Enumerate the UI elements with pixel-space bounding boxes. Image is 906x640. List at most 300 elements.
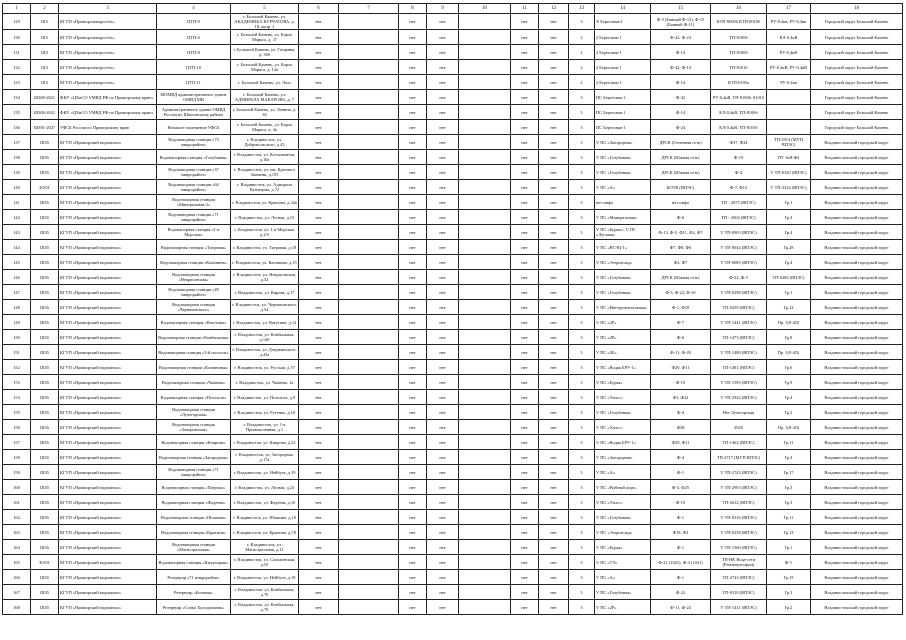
table-cell-col-7 [339, 180, 399, 195]
table-cell-col-16: ТП-8101б [711, 60, 767, 75]
table-cell-col-5: г. Большой Камень, ул. Карла Маркса, д. 4а [231, 120, 299, 135]
table-cell-col-12: нет [539, 480, 569, 495]
table-cell-col-7 [339, 150, 399, 165]
table-cell-col-17: Пр. 1(0-4Л) [767, 420, 811, 435]
table-cell-col-15: Ф-24 [651, 120, 711, 135]
table-cell-col-7 [339, 480, 399, 495]
table-cell-col-1: 140 [3, 180, 31, 195]
table-cell-col-2: ШЗ00-2021 [31, 105, 59, 120]
table-cell-col-12: нет [539, 75, 569, 90]
table-cell-col-2: ШЗ5 [31, 195, 59, 210]
table-cell-col-2: ШЗ5 [31, 435, 59, 450]
table-cell-col-5: г. Владивосток, ул. Лесная, д.23 [231, 480, 299, 495]
table-cell-col-5: г. Владивосток, ул. 1-я Промышленная, д.1 [231, 420, 299, 435]
table-cell-col-15: Ф-42, Ф-24 [651, 30, 711, 45]
table-row [3, 195, 903, 210]
table-cell-col-10 [459, 405, 511, 420]
table-cell-col-14: V ПС «Бурые», V ПС «Луговая» [595, 225, 651, 240]
table-cell-col-1: 136 [3, 120, 31, 135]
table-cell-col-6: нет [299, 435, 339, 450]
table-cell-col-3: КГУП «Приморэлектросеть» [59, 75, 157, 90]
table-cell-col-4: Водонапорная станция «Клиничная» [157, 360, 231, 375]
table-cell-col-16: V ТП-2922 (ВПЭС) [711, 390, 767, 405]
table-cell-col-9: нет [427, 330, 459, 345]
table-cell-col-14: Х Береговая-2 [595, 14, 651, 30]
table-cell-col-10 [459, 270, 511, 285]
table-cell-col-17: Гр.11 [767, 510, 811, 525]
table-cell-col-18: Владивостокский городской округ [811, 315, 903, 330]
table-cell-col-10 [459, 60, 511, 75]
table-cell-col-8: нет [399, 255, 427, 270]
table-cell-col-7 [339, 270, 399, 285]
table-cell-col-4: Водонапорная станция «3-й поселок» [157, 345, 231, 360]
column-number-3: 3 [59, 4, 157, 14]
table-cell-col-12: нет [539, 525, 569, 540]
table-cell-col-10 [459, 480, 511, 495]
table-cell-col-13: 3 [569, 465, 595, 480]
table-cell-col-15: ДРСК (Южная сеть) [651, 165, 711, 180]
table-cell-col-7 [339, 30, 399, 45]
table-cell-col-8: нет [399, 555, 427, 570]
table-cell-col-1: 147 [3, 285, 31, 300]
table-cell-col-10 [459, 495, 511, 510]
table-cell-col-15: Ф-42 [651, 90, 711, 105]
table-cell-col-17: Пр. 1(0-4Л) [767, 345, 811, 360]
table-cell-col-11: нет [511, 120, 539, 135]
document-sheet [2, 3, 902, 615]
table-cell-col-7 [339, 105, 399, 120]
table-cell-col-16: ТП - 2504 (ВПЭС) [711, 210, 767, 225]
table-cell-col-6: нет [299, 570, 339, 585]
table-cell-col-16: ТП-8100б [711, 45, 767, 60]
table-cell-col-16: V ТП-2903 (ВПЭС) [711, 480, 767, 495]
table-row [3, 435, 903, 450]
table-cell-col-17: Гр.4 [767, 225, 811, 240]
table-cell-col-11: нет [511, 165, 539, 180]
table-cell-col-18: Владивостокский городской округ [811, 330, 903, 345]
table-cell-col-18: Городской округ Большой Камень [811, 75, 903, 90]
table-cell-col-6: нет [299, 165, 339, 180]
table-cell-col-9: нет [427, 300, 459, 315]
table-cell-col-10 [459, 360, 511, 375]
table-cell-col-13: 3 [569, 495, 595, 510]
table-cell-col-18: Городской округ Большой Камень [811, 105, 903, 120]
table-cell-col-9: нет [427, 345, 459, 360]
table-cell-col-10 [459, 90, 511, 105]
table-cell-col-13: 3 [569, 570, 595, 585]
table-cell-col-5: г. Владивосток, ул. Ковбыльная, д.14б [231, 330, 299, 345]
table-cell-col-13: 3 [569, 510, 595, 525]
table-cell-col-12: нет [539, 315, 569, 330]
table-cell-col-6: нет [299, 150, 339, 165]
table-cell-col-17 [767, 120, 811, 135]
table-cell-col-5: г. Большой Камень, ул. Ленина, д. 30 [231, 105, 299, 120]
table-cell-col-11: нет [511, 90, 539, 105]
table-cell-col-18: Владивостокский городской округ [811, 450, 903, 465]
table-cell-col-6: нет [299, 555, 339, 570]
table-cell-col-5: г. Большой Камень, ул. Гагарина, д. 30б [231, 45, 299, 60]
table-cell-col-18: Городской округ Большой Камень [811, 45, 903, 60]
table-cell-col-5: г. Владивосток, ул. Фадеева, д.10 [231, 495, 299, 510]
table-cell-col-4: Водонапорная станция «Минеральная-2» [157, 195, 231, 210]
table-cell-col-18: Городской округ Большой Камень [811, 60, 903, 75]
table-cell-col-16: V ТП-1480 (ВПЭС) [711, 345, 767, 360]
table-cell-col-5: г. Большой Камень, ул. АДМИРАЛА МАКАРОВА, д. 7 [231, 90, 299, 105]
table-cell-col-16: ТП-0259 (ВПЭС) [711, 300, 767, 315]
table-cell-col-11: нет [511, 540, 539, 555]
table-cell-col-11: нет [511, 30, 539, 45]
table-cell-col-13: 3 [569, 90, 595, 105]
table-cell-col-7 [339, 240, 399, 255]
table-cell-col-12: нет [539, 555, 569, 570]
table-cell-col-5: г. Владивосток, ул. Тигровая, д.18 [231, 240, 299, 255]
table-cell-col-7 [339, 195, 399, 210]
table-cell-col-6: нет [299, 375, 339, 390]
table-cell-col-6: нет [299, 285, 339, 300]
table-cell-col-18: Владивостокский городской округ [811, 360, 903, 375]
table-cell-col-18: Владивостокский городской округ [811, 405, 903, 420]
table-cell-col-1: 142 [3, 210, 31, 225]
table-cell-col-6: нет [299, 465, 339, 480]
table-cell-col-16: Нет Лучегорская [711, 405, 767, 420]
table-cell-col-1: 138 [3, 150, 31, 165]
table-cell-col-11: нет [511, 465, 539, 480]
table-cell-col-14: V ПС «Голубиная» [595, 405, 651, 420]
table-cell-col-13: 2 [569, 60, 595, 75]
table-cell-col-13: 3 [569, 480, 595, 495]
column-number-13: 13 [569, 4, 595, 14]
table-cell-col-9: нет [427, 465, 459, 480]
table-cell-col-7 [339, 45, 399, 60]
table-cell-col-10 [459, 105, 511, 120]
table-cell-col-10 [459, 195, 511, 210]
table-cell-col-1: 154 [3, 390, 31, 405]
table-cell-col-6: нет [299, 225, 339, 240]
table-cell-col-13: 3 [569, 195, 595, 210]
table-cell-col-16: Ф-7, Ф12 [711, 180, 767, 195]
table-cell-col-6: нет [299, 315, 339, 330]
table-cell-col-14: V ПС «ТЭ» [595, 555, 651, 570]
table-cell-col-14: ПС Береговая-1 [595, 90, 651, 105]
table-cell-col-3: КГУП «Приморский водоканал» [59, 450, 157, 465]
table-cell-col-11: нет [511, 105, 539, 120]
table-cell-col-11: нет [511, 285, 539, 300]
table-row [3, 465, 903, 480]
table-cell-col-3: КГУП «Приморский водоканал» [59, 375, 157, 390]
table-cell-col-6: нет [299, 300, 339, 315]
table-cell-col-18: Владивостокский городской округ [811, 375, 903, 390]
table-cell-col-9: нет [427, 510, 459, 525]
table-row [3, 180, 903, 195]
table-cell-col-5: г. Владивосток, ул. Русская, д.57 [231, 360, 299, 375]
table-cell-col-8: нет [399, 390, 427, 405]
table-cell-col-4: Резервуар «71 микрорайон» [157, 570, 231, 585]
table-cell-col-5: г. Владивосток, ул. Рутенко, д.10 [231, 405, 299, 420]
table-cell-col-15: Ф38 [651, 420, 711, 435]
table-cell-col-11: нет [511, 60, 539, 75]
table-cell-col-18: Владивостокский городской округ [811, 480, 903, 495]
table-cell-col-3: КГУП «Приморский водоканал» [59, 210, 157, 225]
table-cell-col-17: Гр.11 [767, 435, 811, 450]
table-cell-col-14: ПС Береговая-1 [595, 120, 651, 135]
table-cell-col-8: нет [399, 270, 427, 285]
table-cell-col-2: ШЗ5 [31, 270, 59, 285]
table-cell-col-10 [459, 570, 511, 585]
table-cell-col-8: нет [399, 600, 427, 615]
table-cell-col-4: Водонапорная станция «Лучегорская» [157, 405, 231, 420]
table-cell-col-16: КЛ-0,4кВ, ТП-8100б [711, 105, 767, 120]
table-cell-col-17: Гр.1 [767, 540, 811, 555]
table-cell-col-18: Владивостокский городской округ [811, 420, 903, 435]
table-cell-col-5: г. Владивосток, ул. Дзержинского, д.43а [231, 345, 299, 360]
table-cell-col-14: V ПС «А» [595, 570, 651, 585]
table-cell-col-13: 3 [569, 555, 595, 570]
table-cell-col-3: КГУП «Приморский водоканал» [59, 570, 157, 585]
table-cell-col-4: Водонапорная станция «Фадеева» [157, 495, 231, 510]
table-cell-col-16: V ТП-0258 (ВПЭС) [711, 525, 767, 540]
table-cell-col-17: Гр.15 [767, 570, 811, 585]
table-cell-col-2: ШЗ5 [31, 450, 59, 465]
table-cell-col-17: Гр.3 [767, 480, 811, 495]
table-cell-col-5: г. Владивосток, ул. Кипрова, д.52 [231, 435, 299, 450]
table-cell-col-18: Владивостокский городской округ [811, 270, 903, 285]
column-number-row [3, 4, 903, 14]
column-number-6: 6 [299, 4, 339, 14]
table-cell-col-7 [339, 420, 399, 435]
table-cell-col-6: нет [299, 240, 339, 255]
table-cell-col-14: V ПС «Загородная» [595, 135, 651, 150]
table-cell-col-16: V ТП-0085 (ВПЭС) [711, 255, 767, 270]
table-cell-col-4: Водонапорная станция «Калинина» [157, 255, 231, 270]
table-cell-col-17: Гр.4 [767, 210, 811, 225]
table-cell-col-11: нет [511, 75, 539, 90]
table-cell-col-3: КГУП «Приморский водоканал» [59, 525, 157, 540]
table-cell-col-17: Гр.3 [767, 495, 811, 510]
table-cell-col-12: нет [539, 240, 569, 255]
table-cell-col-13: 3 [569, 390, 595, 405]
table-cell-col-1: 148 [3, 300, 31, 315]
column-number-14: 14 [595, 4, 651, 14]
table-row [3, 45, 903, 60]
table-cell-col-17 [767, 90, 811, 105]
table-cell-col-2: ШЗ5 [31, 135, 59, 150]
table-cell-col-14: 2 Береговая-1 [595, 30, 651, 45]
table-cell-col-16: ТП-2717 (МУП ВПЭС) [711, 450, 767, 465]
table-cell-col-5: г. Владивосток, ул. Позолота, д.9 [231, 390, 299, 405]
table-cell-col-14: V ПС «Улисс» [595, 495, 651, 510]
table-cell-col-2: ШЗ5 [31, 150, 59, 165]
table-cell-col-9: нет [427, 570, 459, 585]
table-cell-col-8: нет [399, 465, 427, 480]
table-cell-col-10 [459, 375, 511, 390]
table-cell-col-11: нет [511, 255, 539, 270]
table-cell-col-2: ШЗ5 [31, 285, 59, 300]
table-cell-col-13: 3 [569, 240, 595, 255]
table-cell-col-17: Гр.2 [767, 600, 811, 615]
table-cell-col-12: нет [539, 45, 569, 60]
table-cell-col-13: 3 [569, 360, 595, 375]
column-number-5: 5 [231, 4, 299, 14]
table-cell-col-2: ШЗ5 [31, 585, 59, 600]
table-cell-col-4: Водонапорная станция «Позолота» [157, 390, 231, 405]
table-cell-col-15: Ф-11, Ф-24 [651, 600, 711, 615]
table-cell-col-6: нет [299, 195, 339, 210]
table-cell-col-16: ТП-НК Вода-сети (Ремэнергопром) [711, 555, 767, 570]
table-row [3, 165, 903, 180]
table-cell-col-10 [459, 435, 511, 450]
table-cell-col-18: Владивостокский городской округ [811, 585, 903, 600]
table-cell-col-18: Городской округ Большой Камень [811, 14, 903, 30]
table-cell-col-16: V ТП-0903 (ВПЭС) [711, 225, 767, 240]
table-cell-col-3: КГУП «Приморский водоканал» [59, 420, 157, 435]
table-row [3, 60, 903, 75]
table-cell-col-8: нет [399, 375, 427, 390]
table-cell-col-2: ШЗ [31, 30, 59, 45]
table-cell-col-6: нет [299, 90, 339, 105]
table-row [3, 420, 903, 435]
table-cell-col-13: 2 [569, 75, 595, 90]
table-cell-col-14: V ПС «Бурая» [595, 375, 651, 390]
table-cell-col-15: Ф2, Ф7 [651, 255, 711, 270]
table-cell-col-8: нет [399, 165, 427, 180]
table-cell-col-3: КГУП «Приморский водоканал» [59, 435, 157, 450]
table-cell-col-2: ШЗ5 [31, 360, 59, 375]
table-cell-col-6: нет [299, 255, 339, 270]
table-cell-col-15: Ф-22 [651, 585, 711, 600]
table-cell-col-3: КГУП «Приморэлектросеть» [59, 14, 157, 30]
table-cell-col-18: Владивостокский городской округ [811, 300, 903, 315]
table-cell-col-12: нет [539, 120, 569, 135]
table-cell-col-9: нет [427, 210, 459, 225]
table-cell-col-2: ШЗ5 [31, 315, 59, 330]
table-cell-col-7 [339, 435, 399, 450]
table-cell-col-17: Гр.8 [767, 330, 811, 345]
table-cell-col-8: нет [399, 120, 427, 135]
table-cell-col-7 [339, 60, 399, 75]
table-cell-col-14: V ПС «Голубиная» [595, 150, 651, 165]
table-cell-col-2: ШЗ5 [31, 375, 59, 390]
table-cell-col-7 [339, 285, 399, 300]
table-cell-col-15: Ф-11, Ф-20 [651, 345, 711, 360]
table-row [3, 450, 903, 465]
table-cell-col-7 [339, 315, 399, 330]
table-cell-col-1: 145 [3, 255, 31, 270]
table-cell-col-6: нет [299, 180, 339, 195]
table-cell-col-2: ШЗ5 [31, 210, 59, 225]
table-cell-col-6: нет [299, 30, 339, 45]
column-number-12: 12 [539, 4, 569, 14]
table-cell-col-3: КГУП «Приморский водоканал» [59, 540, 157, 555]
table-cell-col-8: нет [399, 360, 427, 375]
table-cell-col-6: нет [299, 495, 339, 510]
table-cell-col-1: 132 [3, 60, 31, 75]
column-number-2: 2 [31, 4, 59, 14]
table-cell-col-4: Нежилое помещение УФСБ [157, 120, 231, 135]
table-cell-col-3: КГУП «Приморский водоканал» [59, 390, 157, 405]
table-cell-col-3: КГУП «Приморский водоканал» [59, 135, 157, 150]
table-cell-col-1: 130 [3, 30, 31, 45]
table-cell-col-11: нет [511, 135, 539, 150]
table-row [3, 75, 903, 90]
table-cell-col-14: 2 Береговая-1 [595, 60, 651, 75]
column-number-9: 9 [427, 4, 459, 14]
table-cell-col-14: V ПС «Улисс» [595, 420, 651, 435]
table-cell-col-2: ШЗ5 [31, 600, 59, 615]
table-cell-col-15: Ф-13, Ф-5, Ф11, Ф2, Ф7 [651, 225, 711, 240]
table-cell-col-10 [459, 165, 511, 180]
table-cell-col-17: ТП-0284 (ВПЭС) [767, 270, 811, 285]
table-cell-col-11: нет [511, 555, 539, 570]
table-cell-col-11: нет [511, 585, 539, 600]
table-cell-col-7 [339, 165, 399, 180]
table-cell-col-15: Ф-3 (Банный Ф-12), Ф-15 (Банный Ф-11) [651, 14, 711, 30]
table-cell-col-7 [339, 600, 399, 615]
table-cell-col-3: КГУП «Приморский водоканал» [59, 240, 157, 255]
table-cell-col-16: ТП-1481 (ВПЭС) [711, 360, 767, 375]
table-cell-col-5: г. Владивосток, ул. Черняховского, д.54 [231, 300, 299, 315]
table-cell-col-8: нет [399, 210, 427, 225]
table-row [3, 345, 903, 360]
table-cell-col-8: нет [399, 330, 427, 345]
table-cell-col-12: нет [539, 420, 569, 435]
table-cell-col-2: ШЗ5 [31, 255, 59, 270]
table-cell-col-11: нет [511, 375, 539, 390]
table-cell-col-14: V ПС «2Р» [595, 330, 651, 345]
table-cell-col-11: нет [511, 390, 539, 405]
table-cell-col-1: 152 [3, 360, 31, 375]
table-cell-col-12: нет [539, 390, 569, 405]
table-cell-col-3: УФСБ России по Приморскому краю [59, 120, 157, 135]
table-cell-col-7 [339, 405, 399, 420]
table-cell-col-10 [459, 315, 511, 330]
table-cell-col-4: Водонапорная станция «73 микрорайон» [157, 135, 231, 150]
table-cell-col-9: нет [427, 45, 459, 60]
table-cell-col-1: 131 [3, 45, 31, 60]
table-cell-col-6: нет [299, 525, 339, 540]
table-cell-col-7 [339, 90, 399, 105]
table-cell-col-9: нет [427, 120, 459, 135]
table-cell-col-11: нет [511, 345, 539, 360]
table-cell-col-3: КГУП «Приморский водоканал» [59, 285, 157, 300]
table-cell-col-1: 150 [3, 330, 31, 345]
table-cell-col-14: V ПС «Рыбный порт» [595, 480, 651, 495]
table-cell-col-9: нет [427, 600, 459, 615]
table-cell-col-15: Ф-6 [651, 210, 711, 225]
table-cell-col-12: нет [539, 105, 569, 120]
table-cell-col-2: ШЗ5 [31, 480, 59, 495]
table-cell-col-11: нет [511, 510, 539, 525]
table-cell-col-3: КГУП «Приморский водоканал» [59, 195, 157, 210]
table-cell-col-4: МОМВД административное здание ОМВД МВ [157, 90, 231, 105]
table-cell-col-12: нет [539, 330, 569, 345]
table-cell-col-8: нет [399, 315, 427, 330]
table-cell-col-9: нет [427, 255, 459, 270]
table-cell-col-5: г. Владивосток, ул. Загородная, д.17а [231, 450, 299, 465]
table-cell-col-16: 2920 [711, 420, 767, 435]
table-cell-col-13: 3 [569, 600, 595, 615]
table-cell-col-6: нет [299, 270, 339, 285]
table-cell-col-1: 157 [3, 435, 31, 450]
table-cell-col-5: г. Большой Камень, ул. Лазо [231, 75, 299, 90]
table-cell-col-1: 135 [3, 105, 31, 120]
table-cell-col-7 [339, 510, 399, 525]
table-cell-col-17: РУ-0,4кВ, РУ-0,4кВ [767, 60, 811, 75]
table-cell-col-6: нет [299, 510, 339, 525]
table-cell-col-12: нет [539, 570, 569, 585]
table-cell-col-7 [339, 390, 399, 405]
table-cell-col-8: нет [399, 570, 427, 585]
table-cell-col-2: ШЗ5 [31, 165, 59, 180]
